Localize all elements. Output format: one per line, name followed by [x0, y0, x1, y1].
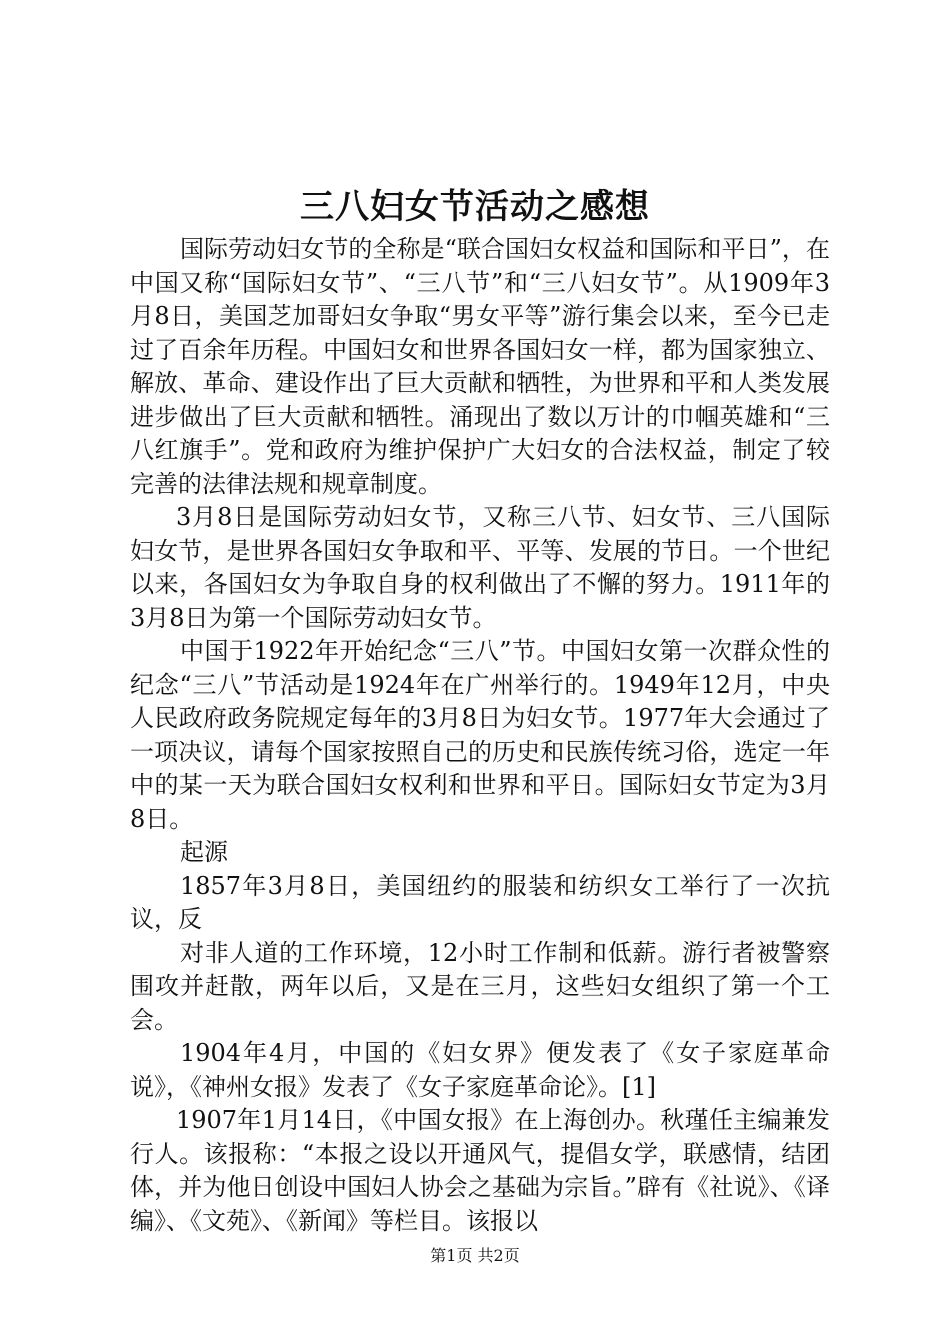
section-heading-origin: 起源	[180, 838, 228, 866]
document-body	[130, 233, 830, 1238]
paragraph-1857-protest: 1857年3月8日，美国纽约的服装和纺织女工举行了一次抗议，反	[130, 871, 830, 933]
paragraph-1904-publications: 1904年4月，中国的《妇女界》便发表了《女子家庭革命说》，《神州女报》发表了《女子家庭革命论》。[1]	[130, 1039, 830, 1101]
paragraph-china-commemoration: 中国于1922年开始纪念“三八”节。中国妇女第一次群众性的纪念“三八”节活动是1924年在广州举行的。1949年12月，中央人民政府政务院规定每年的3月8日为妇女节。1977年大会通过了一项决议，请每个国家按照自己的历史和民族传统习俗，选定一年中的某一天为联合国妇女权利和世界和平日。国际妇女节定为3月8日。	[130, 637, 830, 833]
paragraph-working-conditions: 对非人道的工作环境，12小时工作制和低薪。游行者被警察围攻并赶散，两年以后，又是在三月，这些妇女组织了第一个工会。	[130, 938, 830, 1034]
paragraph-1907-newspaper: 1907年1月14日，《中国女报》在上海创办。秋瑾任主编兼发行人。该报称：“本报之设以开通风气，提倡女学，联感情，结团体，并为他日创设中国妇人协会之基础为宗旨。”辟有《社说》、《译编》、《文苑》、《新闻》等栏目。该报以	[130, 1106, 830, 1235]
paragraph-intro: 国际劳动妇女节的全称是“联合国妇女权益和国际和平日”，在中国又称“国际妇女节”、“三八节”和“三八妇女节”。从1909年3月8日，美国芝加哥妇女争取“男女平等”游行集会以来，至今已走过了百余年历程。中国妇女和世界各国妇女一样，都为国家独立、解放、革命、建设作出了巨大贡献和牺牲，为世界和平和人类发展进步做出了巨大贡献和牺牲。涌现出了数以万计的巾帼英雄和“三八红旗手”。党和政府为维护保护广大妇女的合法权益，制定了较完善的法律法规和规章制度。	[130, 235, 830, 498]
page-footer: 第1页 共2页	[430, 1246, 520, 1265]
document-title: 三八妇女节活动之感想	[300, 187, 650, 227]
paragraph-march-8: 3月8日是国际劳动妇女节，又称三八节、妇女节、三八国际妇女节，是世界各国妇女争取和平、平等、发展的节日。一个世纪以来，各国妇女为争取自身的权利做出了不懈的努力。1911年的3月8日为第一个国际劳动妇女节。	[130, 503, 830, 632]
